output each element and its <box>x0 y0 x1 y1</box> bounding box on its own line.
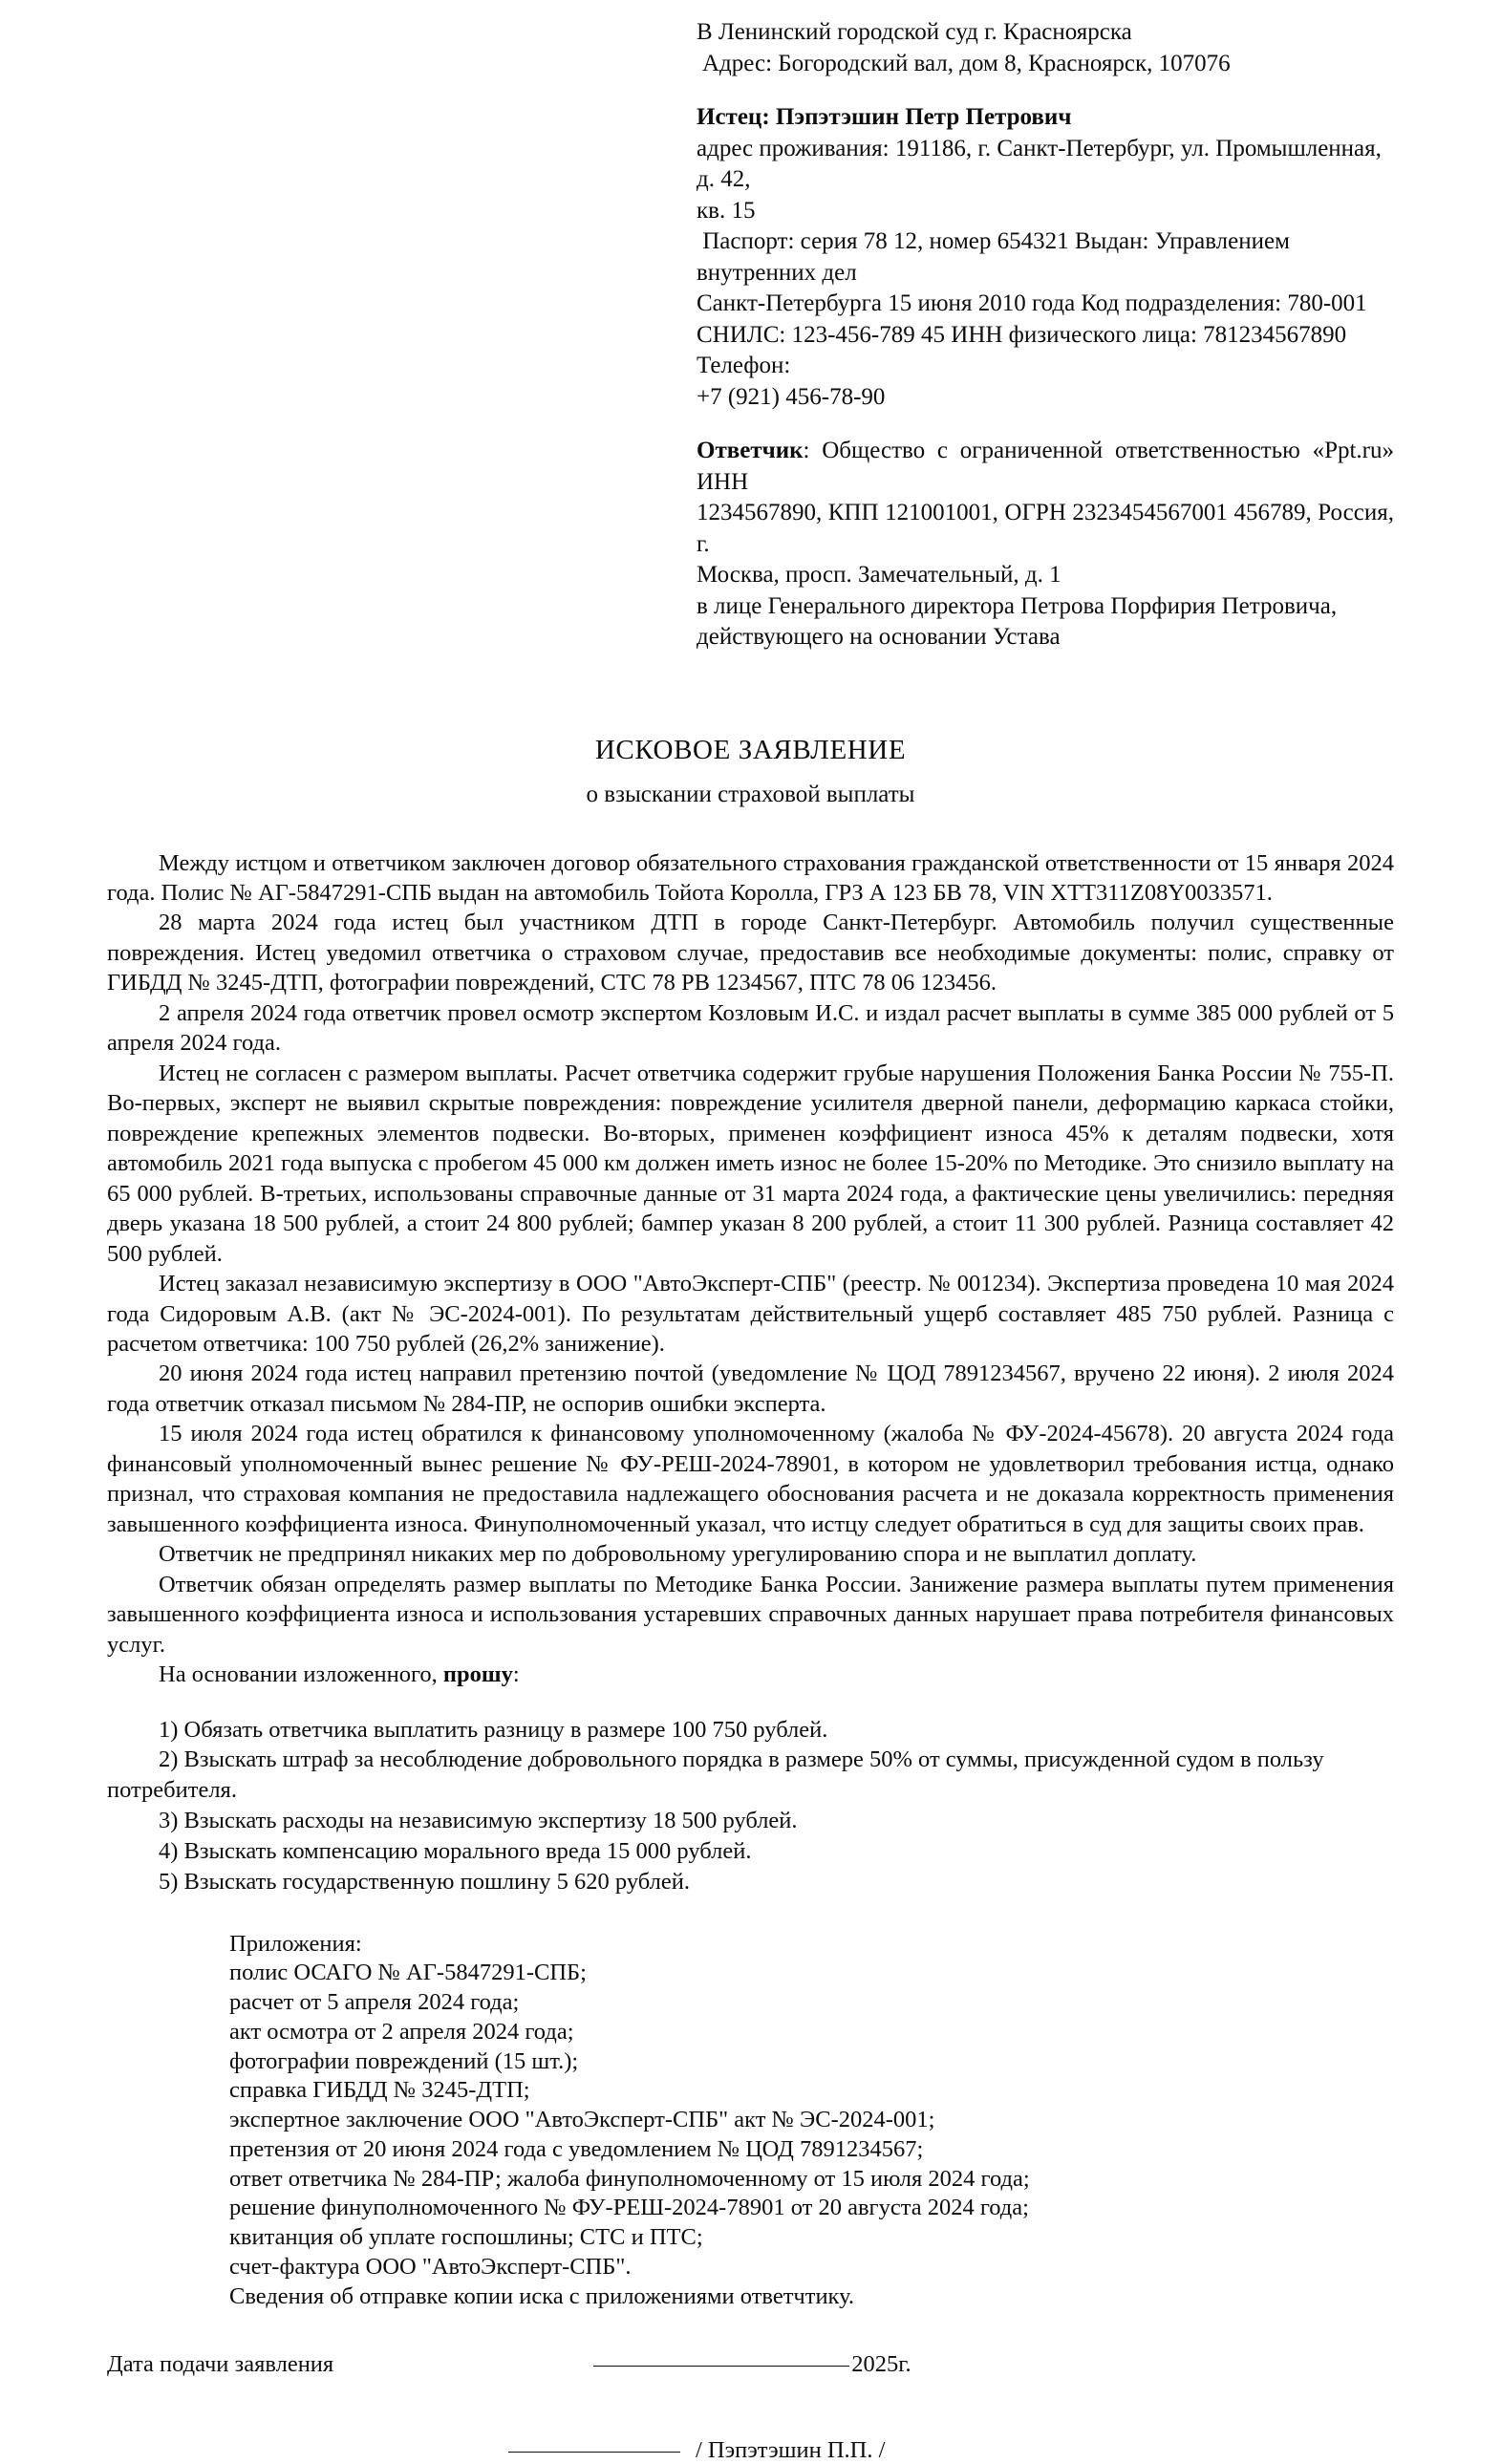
plaintiff-phone: +7 (921) 456-78-90 <box>697 383 886 410</box>
page-subtitle: о взыскании страховой выплаты <box>586 781 915 807</box>
attachment-item: квитанция об уплате госпошлины; СТС и ПТС; <box>229 2224 703 2251</box>
attachment-item: фотографии повреждений (15 шт.); <box>229 2047 579 2074</box>
title-block <box>107 735 1394 808</box>
defendant-line4: в лице Генерального директора Петрова Порфирия Петровича, <box>697 592 1338 619</box>
plaintiff-snils-inn: СНИЛС: 123-456-789 45 ИНН физического лица: 781234567890 Телефон: <box>697 321 1353 378</box>
paragraph-7: 15 июля 2024 года истец обратился к финансовому уполномоченному (жалоба № ФУ-2024-45678). 20 августа 2024 года финансовый уполномоченный вынес решение № ФУ-РЕШ-2024-78901, в котором не удовлетворил требования истца, однако признал, что страховая компания не предоставила надлежащего обоснования расчета и не доказала корректность применения завышенного коэффициента износа. Финуполномоченный указал, что истцу следует обратиться в суд для защиты своих прав. <box>107 1421 1394 1537</box>
demand-item: 4) Взыскать компенсацию морального вреда 15 000 рублей. <box>159 1838 752 1864</box>
demand-item: 1) Обязать ответчика выплатить разницу в размере 100 750 рублей. <box>159 1716 828 1743</box>
attachment-item: претензия от 20 июня 2024 года с уведомлением № ЦОД 7891234567; <box>229 2135 924 2162</box>
paragraph-9: Ответчик обязан определять размер выплаты по Методике Банка России. Занижение размера выплаты путем применения завышенного коэффициента износа и использования устаревших справочных данных нарушает права потребителя финансовых услуг. <box>107 1571 1394 1658</box>
attachment-item: полис ОСАГО № АГ-5847291-СПБ; <box>229 1960 587 1986</box>
attachment-item: экспертное заключение ООО "АвтоЭксперт-СПБ" акт № ЭС-2024-001; <box>229 2107 935 2133</box>
court-name: В Ленинский городской суд г. Красноярска <box>697 19 1132 45</box>
attachment-item: счет-фактура ООО "АвтоЭксперт-СПБ". <box>229 2253 632 2280</box>
attachments-title: Приложения: <box>229 1930 362 1957</box>
body-text <box>107 848 1394 1690</box>
signature-date-label: Дата подачи заявления <box>107 2351 334 2378</box>
paragraph-6: 20 июня 2024 года истец направил претензию почтой (уведомление № ЦОД 7891234567, вручено 22 июня). 2 июля 2024 года ответчик отказал письмом № 284-ПР, не оспорив ошибки эксперта. <box>107 1361 1394 1417</box>
plaintiff-label: Истец: Пэпэтэшин Петр Петрович <box>697 104 1072 130</box>
page-title: ИСКОВОЕ ЗАЯВЛЕНИЕ <box>594 734 907 765</box>
plaintiff-address-line1: адрес проживания: 191186, г. Санкт-Петербург, ул. Промышленная, д. 42, <box>697 135 1388 192</box>
demands-list <box>107 1715 1394 1897</box>
plaintiff-passport-line1: Паспорт: серия 78 12, номер 654321 Выдан: Управлением внутренних дел <box>697 228 1297 286</box>
attachment-item: акт осмотра от 2 апреля 2024 года; <box>229 2018 574 2045</box>
header-block <box>107 17 1394 653</box>
plaintiff-passport-line2: Санкт-Петербурга 15 июня 2010 года Код подразделения: 780-001 <box>697 290 1367 316</box>
defendant-line5: действующего на основании Устава <box>697 624 1061 650</box>
paragraph-1: Между истцом и ответчиком заключен договор обязательного страхования гражданской ответственности от 15 января 2024 года. Полис № АГ-5847291-СПБ выдан на автомобиль Тойота Королла, ГРЗ А 123 БВ 78, VIN XTT311Z08Y0033571. <box>107 849 1394 906</box>
signature-date-row <box>107 2351 1394 2378</box>
paragraph-8: Ответчик не предпринял никаких мер по добровольному урегулированию спора и не выплатил доплату. <box>159 1541 1197 1568</box>
defendant-label: Ответчик <box>697 438 804 463</box>
signature-name: / Пэпэтэшин П.П. / <box>696 2437 886 2464</box>
demand-item: 3) Взыскать расходы на независимую экспертизу 18 500 рублей. <box>159 1808 798 1834</box>
attachment-item: Сведения об отправке копии иска с приложениями ответчтику. <box>229 2282 855 2309</box>
court-address: Адрес: Богородский вал, дом 8, Красноярск, 107076 <box>702 50 1231 76</box>
paragraph-5: Истец заказал независимую экспертизу в ООО "АвтоЭксперт-СПБ" (реестр. № 001234). Экспертиза проведена 10 мая 2024 года Сидоровым А.В. (акт № ЭС-2024-001). По результатам действительный ущерб составляет 485 750 рублей. Разница с расчетом ответчика: 100 750 рублей (26,2% занижение). <box>107 1271 1394 1357</box>
attachments-block <box>229 1930 1394 2312</box>
defendant-line3: Москва, просп. Замечательный, д. 1 <box>697 562 1061 588</box>
paragraph-2: 28 марта 2024 года истец был участником ДТП в городе Санкт-Петербург. Автомобиль получил существенные повреждения. Истец уведомил ответчика о страховом случае, предоставив все необходимые документы: полис, справку от ГИБДД № 3245-ДТП, фотографии повреждений, СТС 78 РВ 1234567, ПТС 78 06 123456. <box>107 910 1394 996</box>
defendant-line1-rest: : Общество с ограниченной ответственностью «Ppt.ru» ИНН <box>697 438 1394 495</box>
defendant-line2: 1234567890, КПП 121001001, ОГРН 2323454567001 456789, Россия, г. <box>697 500 1394 557</box>
attachment-item: справка ГИБДД № 3245-ДТП; <box>229 2077 530 2104</box>
signature-date-line <box>593 2365 849 2367</box>
defendant-line1 <box>697 436 1394 498</box>
paragraph-3: 2 апреля 2024 года ответчик провел осмотр экспертом Козловым И.С. и издал расчет выплаты в сумме 385 000 рублей от 5 апреля 2024 года. <box>107 999 1394 1057</box>
signature-line <box>508 2451 680 2453</box>
signature-name-row <box>107 2437 1394 2464</box>
attachment-item: расчет от 5 апреля 2024 года; <box>229 1989 520 2016</box>
request-lead-text: На основании изложенного, <box>159 1661 443 1688</box>
demand-item: 2) Взыскать штраф за несоблюдение добровольного порядка в размере 50% от суммы, присужденной судом в пользу потребителя. <box>107 1746 1324 1804</box>
signature-block <box>107 2351 1394 2464</box>
request-lead-paragraph <box>107 1660 1394 1689</box>
request-colon: : <box>512 1661 520 1688</box>
plaintiff-address-line2: кв. 15 <box>697 197 756 224</box>
attachment-item: ответ ответчика № 284-ПР; жалоба финуполномоченному от 15 июля 2024 года; <box>229 2165 1030 2192</box>
signature-year: 2025г. <box>851 2351 911 2378</box>
demand-item: 5) Взыскать государственную пошлину 5 620 рублей. <box>159 1868 690 1895</box>
attachment-item: решение финуполномоченного № ФУ-РЕШ-2024-78901 от 20 августа 2024 года; <box>229 2195 1029 2221</box>
request-bold-word: прошу <box>442 1661 513 1688</box>
paragraph-4: Истец не согласен с размером выплаты. Расчет ответчика содержит грубые нарушения Положения Банка России № 755-П. Во-первых, эксперт не выявил скрытые повреждения: повреждение усилителя дверной панели, деформацию каркаса стойки, повреждение крепежных элементов подвески. Во-вторых, применен коэффициент износа 45% к деталям подвески, хотя автомобиль 2021 года выпуска с пробегом 45 000 км должен иметь износ не более 15-20% по Методике. Это снизило выплату на 65 000 рублей. В-третьих, использованы справочные данные от 31 марта 2024 года, а фактические цены увеличились: передняя дверь указана 18 500 рублей, а стоит 24 800 рублей; бампер указан 8 200 рублей, а стоит 11 300 рублей. Разница составляет 42 500 рублей. <box>107 1060 1394 1267</box>
